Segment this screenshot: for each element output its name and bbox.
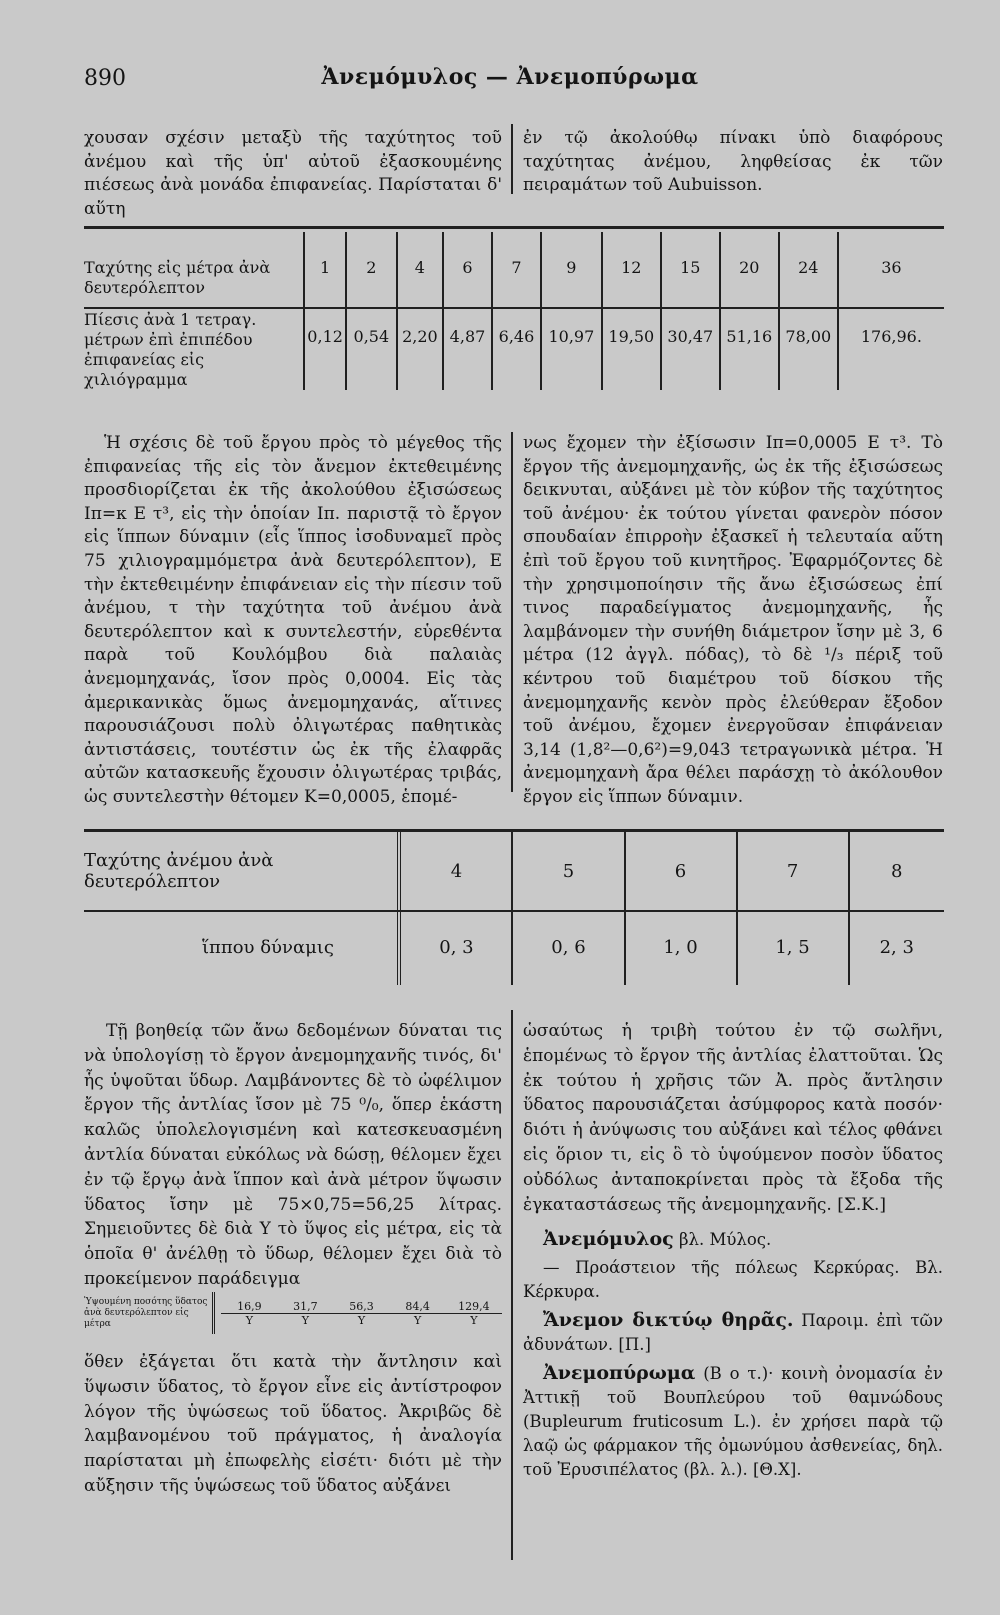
horsepower-table <box>84 832 944 985</box>
table1-cell: 7 <box>492 232 541 302</box>
table2-speed-row <box>84 832 944 910</box>
intro-right-text: ἐν τῷ ἀκολούθῳ πίνακι ὑπὸ διαφόρους ταχύτητας ἀνέμου, ληφθείσας ἐκ τῶν πειραμάτων τοῦ Aubuisson. <box>523 128 943 196</box>
intro-right-column <box>523 127 943 198</box>
water-table <box>84 1292 502 1334</box>
table2-cell: 1, 5 <box>737 910 849 985</box>
table1-pressure-row <box>84 302 944 390</box>
table2-speed-label: Ταχύτης ἀνέμου ἀνὰ δευτερόλεπτον <box>84 850 274 892</box>
entry-headword: Ἀνεμόμυλος <box>543 1228 674 1251</box>
entry-headword: Ἀνεμοπύρωμα <box>543 1362 696 1385</box>
table3-denominator: Υ <box>245 1313 253 1327</box>
pressure-table <box>84 232 944 390</box>
entry-text: βλ. Μύλος. <box>673 1230 772 1250</box>
entry-headword: Ἄνεμον δικτύῳ θηρᾶς. <box>543 1309 794 1332</box>
table1-cell: 1 <box>304 232 346 302</box>
running-title: Ἀνεμόμυλος — Ἀνεμοπύρωμα <box>321 64 699 90</box>
section2-right-text: νως ἔχομεν τὴν ἐξίσωσιν Ιπ=0,0005 Ε τ³. Τὸ ἔργον τῆς ἀνεμομηχανῆς, ὡς ἐκ τῆς ἐξισώσεως δεικνυται, αὐξάνει μὲ τὸν κύβον τῆς ταχύτητος τοῦ ἀνέμου· ἐκ τούτου γίνεται φανερὸν πόσον σπουδαίαν ἐπιρροὴν ἐξασκεῖ ἡ τελευταία αὕτη ἐπὶ τοῦ ἔργου τοῦ κινητῆρος. Ἐφαρμόζοντες δὲ τὴν χρησιμοποίησιν τῆς ἄνω ἐξισώσεως ἐπί τινος παραδείγματος ἀνεμομηχανῆς, ἧς λαμβάνομεν τὴν συνήθη διάμετρον ἴσην μὲ 3, 6 μέτρα (12 ἀγγλ. πόδας), τὸ δὲ ¹/₃ πέριξ τοῦ κέντρου τοῦ διαμέτρου τοῦ δίσκου τῆς ἀνεμομηχανῆς κενὸν πρὸς ἐλεύθεραν ἔξοδον τοῦ ἀνέμου, ἔχομεν ἐνεργοῦσαν ἐπιφάνειαν 3,14 (1,8²—0,6²)=9,043 τετραγωνικὰ μέτρα. Ἡ ἀνεμομηχανὴ ἄρα θέλει παράσχῃ τὸ ἀκόλουθον ἔργον εἰς ἵππων δύναμιν. <box>523 433 943 807</box>
table1-cell: 0,12 <box>304 302 346 390</box>
table3-denominator: Υ <box>470 1313 478 1327</box>
table1-cell: 15 <box>661 232 720 302</box>
table3-fraction <box>390 1292 446 1334</box>
table1-cell: 20 <box>720 232 779 302</box>
table1-cell: 51,16 <box>720 302 779 390</box>
page-number: 890 <box>84 66 126 91</box>
table3-numerator: 84,4 <box>390 1300 446 1314</box>
entry-text: Παροιμ. ἐπὶ τῶν ἀδυνάτων. [Π.] <box>523 1311 944 1355</box>
table3-numerator: 56,3 <box>333 1300 389 1314</box>
table1-top-rule <box>84 226 944 229</box>
dictionary-entry <box>523 1227 943 1252</box>
table2-cell: 5 <box>512 832 624 910</box>
column-divider <box>511 124 513 194</box>
table3-fraction <box>333 1292 389 1334</box>
entry-text: — Προάστειον τῆς πόλεως Κερκύρας. Βλ. Κέρκυρα. <box>523 1258 943 1302</box>
table1-pressure-label: Πίεσις ἀνὰ 1 τετραγ. μέτρων ἐπὶ ἐπιπέδου ἐπιφανείας εἰς χιλιόγραμμα <box>84 310 257 389</box>
section3-left-column <box>84 1019 502 1292</box>
table3-denominator: Υ <box>357 1313 366 1327</box>
table2-cell: 4 <box>399 832 512 910</box>
table3-fraction <box>277 1292 333 1334</box>
table1-cell: 10,97 <box>541 302 602 390</box>
table3-row <box>84 1292 502 1334</box>
table1-cell: 2 <box>346 232 397 302</box>
table1-cell: 6,46 <box>492 302 541 390</box>
table1-cell: 36 <box>838 232 944 302</box>
table1-speed-label: Ταχύτης εἰς μέτρα ἀνὰ δευτερόλεπτον <box>84 258 271 297</box>
table3-denominator: Υ <box>413 1313 422 1327</box>
table1-cell: 78,00 <box>779 302 838 390</box>
table2-cell: 0, 3 <box>399 910 512 985</box>
table3-denominator: Υ <box>301 1313 310 1327</box>
table1-cell: 2,20 <box>397 302 443 390</box>
table1-cell: 4,87 <box>443 302 492 390</box>
section2-right-column <box>523 432 943 810</box>
table2-power-label: ἵππου δύναμις <box>202 937 334 958</box>
table1-cell: 19,50 <box>602 302 661 390</box>
table1-cell: 176,96. <box>838 302 944 390</box>
table1-cell: 4 <box>397 232 443 302</box>
table1-cell: 9 <box>541 232 602 302</box>
table1-cell: 0,54 <box>346 302 397 390</box>
table2-cell: 7 <box>737 832 849 910</box>
table2-cell: 8 <box>849 832 944 910</box>
section2-left-text: Ἡ σχέσις δὲ τοῦ ἔργου πρὸς τὸ μέγεθος τῆς ἐπιφανείας τῆς εἰς τὸν ἄνεμον ἐκτεθειμένης προσδιορίζεται ἐκ τῆς ἀκολούθου ἐξισώσεως Ιπ=κ Ε τ³, εἰς τὴν ὁποίαν Ιπ. παριστᾷ τὸ ἔργον εἰς ἵππων δύναμιν (εἷς ἵππος ἰσοδυναμεῖ πρὸς 75 χιλιογραμμόμετρα ἀνὰ δευτερόλεπτον), Ε τὴν ἐκτεθειμένην ἐπιφάνειαν εἰς τὴν πίεσιν τοῦ ἀνέμου, τ τὴν ταχύτητα τοῦ ἀνέμου ἀνὰ δευτερόλεπτον καὶ κ συντελεστήν, εὑρεθέντα παρὰ τοῦ Κουλόμβου διὰ παλαιὰς ἀνεμομηχανάς, ἴσον πρὸς 0,0004. Εἰς τὰς ἀμερικανικὰς ὅμως ἀνεμομηχανάς, αἵτινες παρουσιάζουσι πολὺ ὀλιγωτέρας παθητικὰς ἀντιστάσεις, τουτέστιν ὡς ἐκ τῆς ἐλαφρᾶς αὐτῶν κατασκευῆς ἔχουσιν ὀλιγωτέρας τριβάς, ὡς συντελεστὴν θέτομεν Κ=0,0005, ἑπομέ- <box>84 433 502 807</box>
intro-left-column <box>84 127 502 221</box>
section3-right-column <box>523 1019 943 1482</box>
table3-label: Ὑψουμένη ποσότης ὕδατος ἀνὰ δευτερόλεπτον εἰς μέτρα <box>84 1292 214 1334</box>
table2-cell: 0, 6 <box>512 910 624 985</box>
table1-speed-row <box>84 232 944 302</box>
section3-left-text: Τῇ βοηθείᾳ τῶν ἄνω δεδομένων δύναται τις νὰ ὑπολογίσῃ τὸ ἔργον ἀνεμομηχανῆς τινός, δι' ἧς ὑψοῦται ὕδωρ. Λαμβάνοντες δὲ τὸ ὠφέλιμον ἔργον τῆς ἀντλίας ἴσον μὲ 75 ⁰/₀, ὅπερ ἑκάστη καλῶς ὑπολελογισμένη καὶ κατεσκευασμένη ἀντλία δύναται εὐκόλως νὰ δώσῃ, θέλομεν ἔχει ἐν τῷ ἔργῳ ἀνὰ ἵππον καὶ ἀνὰ μέτρον ὕψωσιν ὕδατος ἴσην μὲ 75×0,75=56,25 λίτρας. Σημειοῦντες δὲ διὰ Υ τὸ ὕψος εἰς μέτρα, εἰς τὰ ὁποῖα θ' ἀνέλθῃ τὸ ὕδωρ, θέλομεν ἔχει διὰ τὸ προκείμενον παράδειγμα <box>84 1021 502 1289</box>
table1-cell: 24 <box>779 232 838 302</box>
table1-cell: 12 <box>602 232 661 302</box>
table2-cell: 1, 0 <box>625 910 737 985</box>
column-divider <box>511 1010 513 1560</box>
table2-power-row <box>84 910 944 985</box>
dictionary-entry <box>523 1256 943 1304</box>
table3-fraction <box>214 1292 278 1334</box>
entry-text: (Β ο τ.)· κοινὴ ὀνομασία ἐν Ἀττικῇ τοῦ Βουπλεύρου τοῦ θαμνώδους (Bupleurum fruticosum L.). ἐν χρήσει παρὰ τῷ λαῷ ὡς φάρμακον τῆς ὀμωνύμου ἀσθενείας, δηλ. τοῦ Ἐρυσιπέλατος (βλ. λ.). [Θ.Χ]. <box>523 1364 943 1480</box>
table2-cell: 2, 3 <box>849 910 944 985</box>
intro-left-text: χουσαν σχέσιν μεταξὺ τῆς ταχύτητος τοῦ ἀνέμου καὶ τῆς ὑπ' αὐτοῦ ἐξασκουμένης πιέσεως ἀνὰ μονάδα ἐπιφανείας. Παρίσταται δ' αὕτη <box>84 128 502 219</box>
table1-cell: 6 <box>443 232 492 302</box>
table3-numerator: 16,9 <box>221 1300 277 1314</box>
table1-cell: 30,47 <box>661 302 720 390</box>
column-divider <box>511 432 513 792</box>
section2-left-column <box>84 432 502 810</box>
table3-numerator: 129,4 <box>446 1300 502 1314</box>
table3-fraction <box>446 1292 502 1334</box>
dictionary-entry <box>523 1308 943 1357</box>
section3-left-after <box>84 1350 502 1499</box>
table2-cell: 6 <box>625 832 737 910</box>
table3-numerator: 31,7 <box>277 1300 333 1314</box>
dictionary-entry <box>523 1361 943 1482</box>
section3-left-after-text: ὅθεν ἐξάγεται ὅτι κατὰ τὴν ἄντλησιν καὶ ὕψωσιν ὕδατος, τὸ ἔργον εἶνε εἰς ἀντίστροφον λόγον τῆς ὑψώσεως τοῦ ὕδατος. Ἀκριβῶς δὲ λαμβανομένου τοῦ πράγματος, ἡ ἀναλογία παρίσταται μὴ ἐπωφελὴς εἰσέτι· διότι μὲ τὴν αὔξησιν τῆς ὑψώσεως τοῦ ὕδατος αὐξάνει <box>84 1352 502 1496</box>
section3-right-text: ὡσαύτως ἡ τριβὴ τούτου ἐν τῷ σωλῆνι, ἑπομένως τὸ ἔργον τῆς ἀντλίας ἐλαττοῦται. Ὡς ἐκ τούτου ἡ χρῆσις τῶν Ἀ. πρὸς ἄντλησιν ὕδατος παρουσιάζεται ἀσύμφορος κατὰ ποσόν· διότι ἡ ἀνύψωσις του αὐξάνει καὶ τέλος φθάνει εἰς ὅριον τι, εἰς ὃ τὸ ὑψούμενον ποσὸν ὕδατος οὐδόλως ἀνταποκρίνεται πρὸς τὰ ἔξοδα τῆς ἐγκαταστάσεως τῆς ἀνεμομηχανῆς. [Σ.Κ.] <box>523 1021 943 1215</box>
